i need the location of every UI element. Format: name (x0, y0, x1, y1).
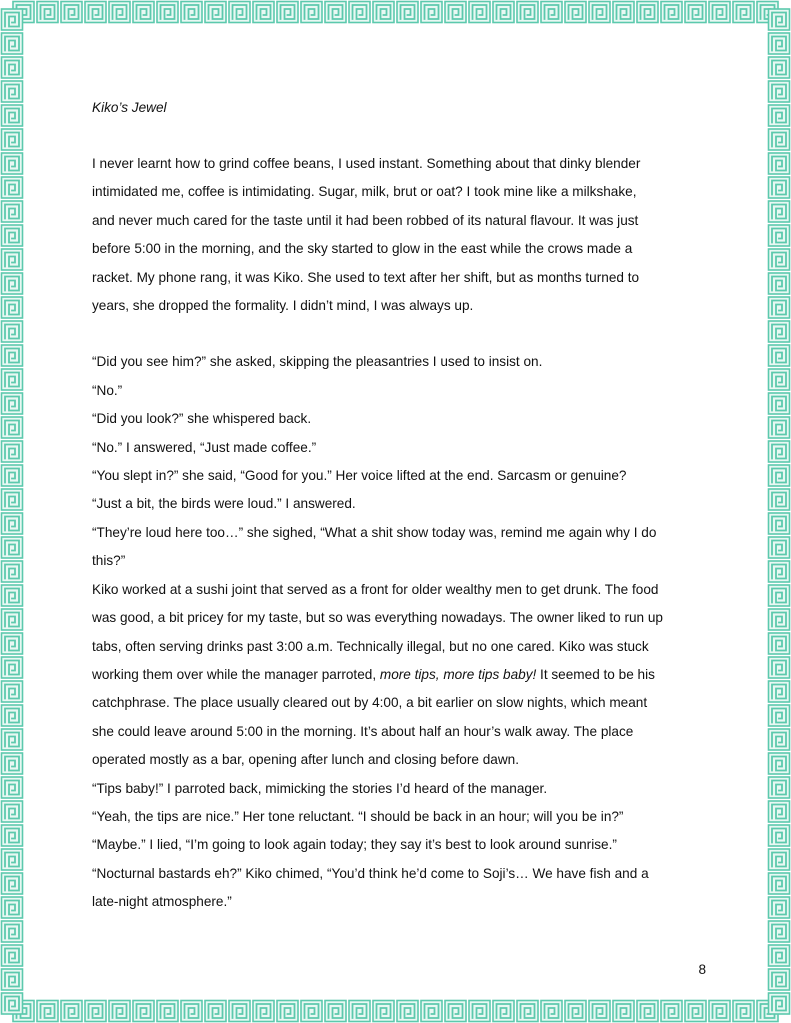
greek-key-tile (769, 729, 790, 750)
greek-key-tile (493, 2, 514, 23)
dialogue-line: “You slept in?” she said, “Good for you.” Her voice lifted at the end. Sarcasm or genuine? (92, 468, 627, 484)
greek-key-tile (2, 9, 23, 30)
greek-key-tile (2, 57, 23, 78)
greek-key-tile (733, 1001, 754, 1022)
greek-key-tile (541, 1001, 562, 1022)
greek-key-tile (181, 1001, 202, 1022)
greek-key-tile (769, 465, 790, 486)
greek-key-tile (2, 801, 23, 822)
greek-key-tile (349, 1001, 370, 1022)
greek-key-tile (421, 1001, 442, 1022)
page-number: 8 (698, 962, 706, 977)
greek-key-tile (709, 1001, 730, 1022)
greek-key-tile (2, 753, 23, 774)
greek-key-tile (613, 1001, 634, 1022)
greek-key-tile (769, 321, 790, 342)
greek-key-tile (733, 2, 754, 23)
greek-key-tile (769, 801, 790, 822)
greek-key-tile (661, 2, 682, 23)
greek-key-tile (769, 633, 790, 654)
greek-key-tile (2, 705, 23, 726)
greek-key-tile (769, 657, 790, 678)
greek-key-tile (769, 33, 790, 54)
greek-key-tile (2, 585, 23, 606)
greek-key-tile (2, 921, 23, 942)
greek-key-tile (769, 681, 790, 702)
greek-key-tile (769, 753, 790, 774)
text-line: intimidated me, coffee is intimidating. Sugar, milk, brut or oat? I took mine like a milkshake, (92, 184, 637, 200)
italic-catchphrase: more tips, more tips baby! (379, 666, 537, 682)
dialogue-line: “Maybe.” I lied, “I’m going to look again today; they say it’s best to look around sunrise.” (92, 837, 617, 853)
greek-key-tile (109, 2, 130, 23)
greek-key-tile (2, 273, 23, 294)
greek-key-tile (769, 177, 790, 198)
greek-key-tile (181, 2, 202, 23)
greek-key-tile (769, 777, 790, 798)
greek-key-tile (469, 1001, 490, 1022)
greek-key-border-bottom (0, 999, 791, 1023)
greek-key-tile (769, 609, 790, 630)
greek-key-tile (157, 1001, 178, 1022)
greek-key-tile (2, 993, 23, 1014)
greek-key-tile (565, 1001, 586, 1022)
dialogue-block-1 (92, 348, 704, 575)
greek-key-tile (517, 1001, 538, 1022)
greek-key-tile (2, 249, 23, 270)
greek-key-tile (2, 345, 23, 366)
greek-key-tile (613, 2, 634, 23)
greek-key-tile (61, 2, 82, 23)
greek-key-tile (541, 2, 562, 23)
greek-key-tile (769, 441, 790, 462)
text-line: years, she dropped the formality. I didn’t mind, I was always up. (92, 298, 474, 314)
greek-key-tile (133, 2, 154, 23)
greek-key-tile (2, 297, 23, 318)
greek-key-tile (229, 1001, 250, 1022)
greek-key-tile (37, 1001, 58, 1022)
greek-key-tile (2, 489, 23, 510)
greek-key-tile (2, 369, 23, 390)
greek-key-tile (769, 129, 790, 150)
greek-key-tile (769, 153, 790, 174)
text-line: tabs, often serving drinks past 3:00 a.m. Technically illegal, but no one cared. Kiko was stuck (92, 638, 649, 654)
dialogue-line: “Tips baby!” I parroted back, mimicking the stories I’d heard of the manager. (92, 780, 548, 796)
text-line: before 5:00 in the morning, and the sky started to glow in the east while the crows made a (92, 241, 633, 257)
greek-key-tile (769, 993, 790, 1014)
greek-key-tile (769, 57, 790, 78)
greek-key-tile (2, 633, 23, 654)
greek-key-tile (769, 825, 790, 846)
greek-key-tile (133, 1001, 154, 1022)
dialogue-line: this?” (92, 553, 126, 569)
greek-key-tile (769, 897, 790, 918)
greek-key-tile (2, 417, 23, 438)
greek-key-tile (769, 705, 790, 726)
greek-key-tile (301, 2, 322, 23)
greek-key-tile (769, 249, 790, 270)
greek-key-tile (769, 273, 790, 294)
greek-key-tile (685, 2, 706, 23)
greek-key-tile (2, 561, 23, 582)
greek-key-tile (2, 849, 23, 870)
blank-line (92, 122, 704, 150)
greek-key-tile (769, 945, 790, 966)
greek-key-tile (277, 2, 298, 23)
greek-key-tile (769, 105, 790, 126)
dialogue-line: “They’re loud here too…” she sighed, “What a shit show today was, remind me again why I do (92, 524, 657, 540)
dialogue-line: “Did you look?” she whispered back. (92, 411, 312, 427)
greek-key-tile (2, 393, 23, 414)
greek-key-tile (2, 777, 23, 798)
greek-key-tile (769, 513, 790, 534)
greek-key-tile (2, 225, 23, 246)
greek-key-tile (769, 537, 790, 558)
greek-key-tile (565, 2, 586, 23)
greek-key-tile (277, 1001, 298, 1022)
greek-key-tile (397, 2, 418, 23)
greek-key-tile (2, 897, 23, 918)
greek-key-tile (205, 1001, 226, 1022)
greek-key-tile (661, 1001, 682, 1022)
greek-key-tile (769, 969, 790, 990)
greek-key-tile (157, 2, 178, 23)
greek-key-tile (2, 105, 23, 126)
greek-key-tile (445, 2, 466, 23)
greek-key-tile (769, 81, 790, 102)
greek-key-tile (373, 1001, 394, 1022)
dialogue-line: late-night atmosphere.” (92, 894, 232, 910)
greek-key-tile (769, 297, 790, 318)
greek-key-tile (253, 1001, 274, 1022)
greek-key-tile (517, 2, 538, 23)
greek-key-tile (2, 969, 23, 990)
greek-key-tile (769, 417, 790, 438)
paragraph-2 (92, 576, 704, 775)
dialogue-block-2 (92, 775, 704, 917)
story-title: Kiko’s Jewel (92, 100, 167, 115)
greek-key-tile (637, 1001, 658, 1022)
text-line: she could leave around 5:00 in the morning. It’s about half an hour’s walk away. The place (92, 723, 634, 739)
greek-key-tile (2, 825, 23, 846)
greek-key-tile (37, 2, 58, 23)
greek-key-tile (421, 2, 442, 23)
greek-key-tile (493, 1001, 514, 1022)
greek-key-tile (85, 1001, 106, 1022)
greek-key-tile (769, 489, 790, 510)
greek-key-border-right (767, 0, 791, 1023)
greek-key-tile (325, 2, 346, 23)
greek-key-tile (2, 465, 23, 486)
greek-key-tile (769, 873, 790, 894)
greek-key-border-top (0, 0, 791, 24)
greek-key-tile (769, 201, 790, 222)
text-line: was good, a bit pricey for my taste, but so was everything nowadays. The owner liked to run up (92, 610, 663, 626)
dialogue-line: “Just a bit, the birds were loud.” I answered. (92, 496, 356, 512)
greek-key-tile (397, 1001, 418, 1022)
dialogue-line: “No.” (92, 382, 123, 398)
text-line: and never much cared for the taste until it had been robbed of its natural flavour. It was just (92, 212, 639, 228)
blank-line (92, 320, 704, 348)
text-line: racket. My phone rang, it was Kiko. She used to text after her shift, but as months turned to (92, 269, 640, 285)
greek-key-tile (301, 1001, 322, 1022)
greek-key-tile (325, 1001, 346, 1022)
text-line: Kiko worked at a sushi joint that served as a front for older wealthy men to get drunk. The food (92, 581, 659, 597)
greek-key-tile (2, 177, 23, 198)
greek-key-tile (2, 729, 23, 750)
greek-key-tile (2, 441, 23, 462)
greek-key-tile (205, 2, 226, 23)
greek-key-tile (769, 921, 790, 942)
dialogue-line: “No.” I answered, “Just made coffee.” (92, 439, 317, 455)
greek-key-tile (2, 945, 23, 966)
greek-key-tile (2, 321, 23, 342)
greek-key-tile (769, 849, 790, 870)
greek-key-tile (2, 681, 23, 702)
text-line: I never learnt how to grind coffee beans, I used instant. Something about that dinky blender (92, 156, 641, 171)
greek-key-tile (2, 513, 23, 534)
greek-key-tile (445, 1001, 466, 1022)
greek-key-tile (61, 1001, 82, 1022)
greek-key-tile (109, 1001, 130, 1022)
greek-key-tile (2, 153, 23, 174)
greek-key-tile (589, 2, 610, 23)
text-line: catchphrase. The place usually cleared out by 4:00, a bit earlier on slow nights, which meant (92, 695, 648, 711)
dialogue-line: “Yeah, the tips are nice.” Her tone reluctant. “I should be back in an hour; will you be in?” (92, 808, 624, 824)
text-segment: It seemed to be his (536, 666, 655, 682)
greek-key-tile (589, 1001, 610, 1022)
greek-key-tile (769, 225, 790, 246)
greek-key-tile (769, 585, 790, 606)
greek-key-border-left (0, 0, 24, 1023)
text-line: operated mostly as a bar, opening after lunch and closing before dawn. (92, 752, 519, 768)
greek-key-tile (2, 873, 23, 894)
greek-key-tile (349, 2, 370, 23)
text-segment: working them over while the manager parroted, (92, 666, 380, 682)
greek-key-tile (769, 9, 790, 30)
greek-key-tile (2, 609, 23, 630)
dialogue-line: “Nocturnal bastards eh?” Kiko chimed, “You’d think he’d come to Soji’s… We have fish and a (92, 865, 649, 881)
greek-key-tile (637, 2, 658, 23)
greek-key-tile (2, 201, 23, 222)
page-content (92, 94, 704, 917)
greek-key-tile (769, 369, 790, 390)
text-line (92, 661, 704, 689)
greek-key-tile (769, 393, 790, 414)
dialogue-line: “Did you see him?” she asked, skipping the pleasantries I used to insist on. (92, 354, 543, 370)
greek-key-tile (769, 345, 790, 366)
greek-key-tile (769, 561, 790, 582)
greek-key-tile (85, 2, 106, 23)
greek-key-tile (253, 2, 274, 23)
greek-key-tile (2, 657, 23, 678)
greek-key-tile (709, 2, 730, 23)
greek-key-tile (2, 537, 23, 558)
paragraph-1 (92, 150, 704, 320)
greek-key-tile (685, 1001, 706, 1022)
greek-key-tile (229, 2, 250, 23)
greek-key-tile (2, 33, 23, 54)
greek-key-tile (373, 2, 394, 23)
greek-key-tile (2, 81, 23, 102)
greek-key-tile (2, 129, 23, 150)
greek-key-tile (469, 2, 490, 23)
